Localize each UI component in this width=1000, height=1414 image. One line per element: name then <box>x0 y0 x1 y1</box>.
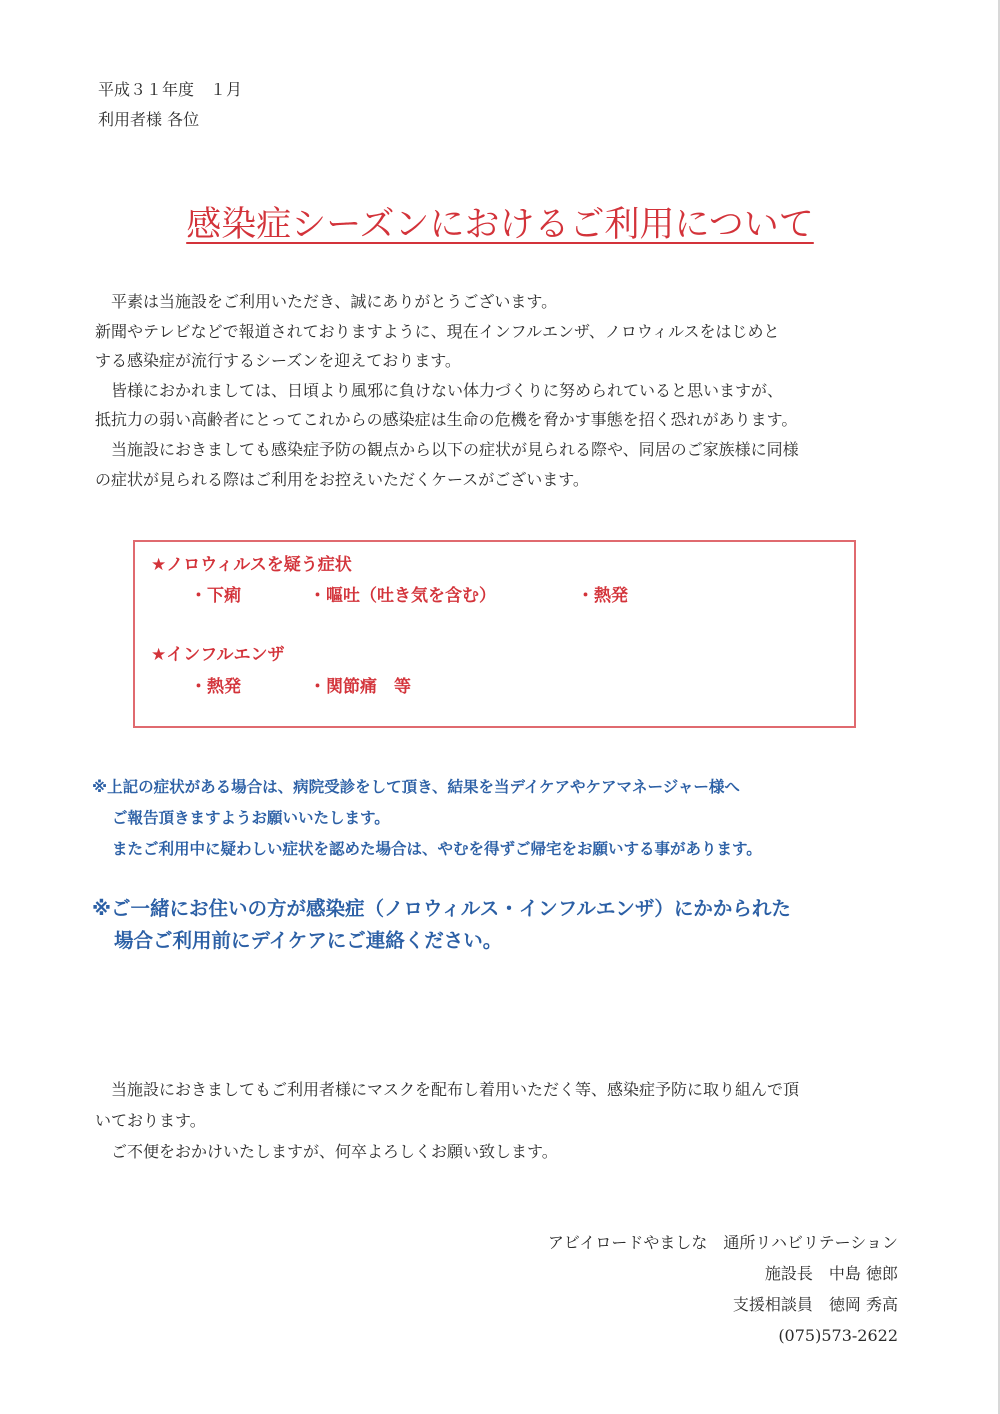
intro-line: 皆様におかれましては、日頃より風邪に負けない体力づくりに努められていると思いますが、 <box>95 380 784 400</box>
norovirus-heading: ★ノロウィルスを疑う症状 <box>151 555 352 575</box>
intro-line: 当施設におきましても感染症予防の観点から以下の症状が見られる際や、同居のご家族様に同様 <box>95 439 799 459</box>
intro-line: 平素は当施設をご利用いただき、誠にありがとうございます。 <box>95 292 558 311</box>
influenza-symptom-fever: ・熱発 <box>190 677 241 697</box>
household-notice-line: 場合ご利用前にデイケアにご連絡ください。 <box>114 929 503 952</box>
notice-line: ※上記の症状がある場合は、病院受診をして頂き、結果を当デイケアやケアマネージャー様へ <box>92 778 740 796</box>
closing-line: 当施設におきましてもご利用者様にマスクを配布し着用いただく等、感染症予防に取り組んで頂 <box>95 1080 800 1099</box>
phone-number: (075)573-2622 <box>778 1326 898 1345</box>
recipient-line: 利用者様 各位 <box>98 110 200 129</box>
closing-line: ご不便をおかけいたしますが、何卒よろしくお願い致します。 <box>95 1142 558 1161</box>
notice-line: またご利用中に疑わしい症状を認めた場合は、やむを得ずご帰宅をお願いする事があります。 <box>112 840 762 858</box>
notice-line: ご報告頂きますようお願いいたします。 <box>112 809 390 827</box>
signature-block <box>548 1227 898 1351</box>
facility-name: アビイロードやましな 通所リハビリテーション <box>547 1233 898 1252</box>
counselor-name: 支援相談員 徳岡 秀高 <box>732 1295 898 1314</box>
director-name: 施設長 中島 徳郎 <box>764 1264 898 1283</box>
household-notice <box>92 893 791 957</box>
household-notice-line: ※ご一緒にお住いの方が感染症（ノロウィルス・インフルエンザ）にかかられた <box>92 897 791 920</box>
intro-line: 抵抗力の弱い高齢者にとってこれからの感染症は生命の危機を脅かす事態を招く恐れがあります。 <box>95 410 798 430</box>
influenza-symptom-joint-pain: ・関節痛 等 <box>309 677 411 697</box>
page-title-text: 感染症シーズンにおけるご利用について <box>186 205 814 245</box>
document-date: 平成３１年度 １月 <box>98 80 243 99</box>
norovirus-symptom-vomiting: ・嘔吐（吐き気を含む） <box>309 586 496 606</box>
influenza-heading: ★インフルエンザ <box>151 645 285 665</box>
norovirus-symptom-fever: ・熱発 <box>577 586 628 606</box>
norovirus-symptom-diarrhea: ・下痢 <box>190 586 241 606</box>
intro-paragraphs <box>95 287 925 494</box>
closing-paragraphs <box>95 1074 925 1167</box>
closing-line: いております。 <box>95 1111 206 1130</box>
intro-line: の症状が見られる際はご利用をお控えいただくケースがございます。 <box>95 469 589 489</box>
symptom-box <box>133 540 856 728</box>
intro-line: 新聞やテレビなどで報道されておりますように、現在インフルエンザ、ノロウィルスをはじめと <box>95 321 780 341</box>
intro-line: する感染症が流行するシーズンを迎えております。 <box>95 351 461 371</box>
page-title <box>0 200 1000 250</box>
symptom-notice <box>92 772 762 865</box>
